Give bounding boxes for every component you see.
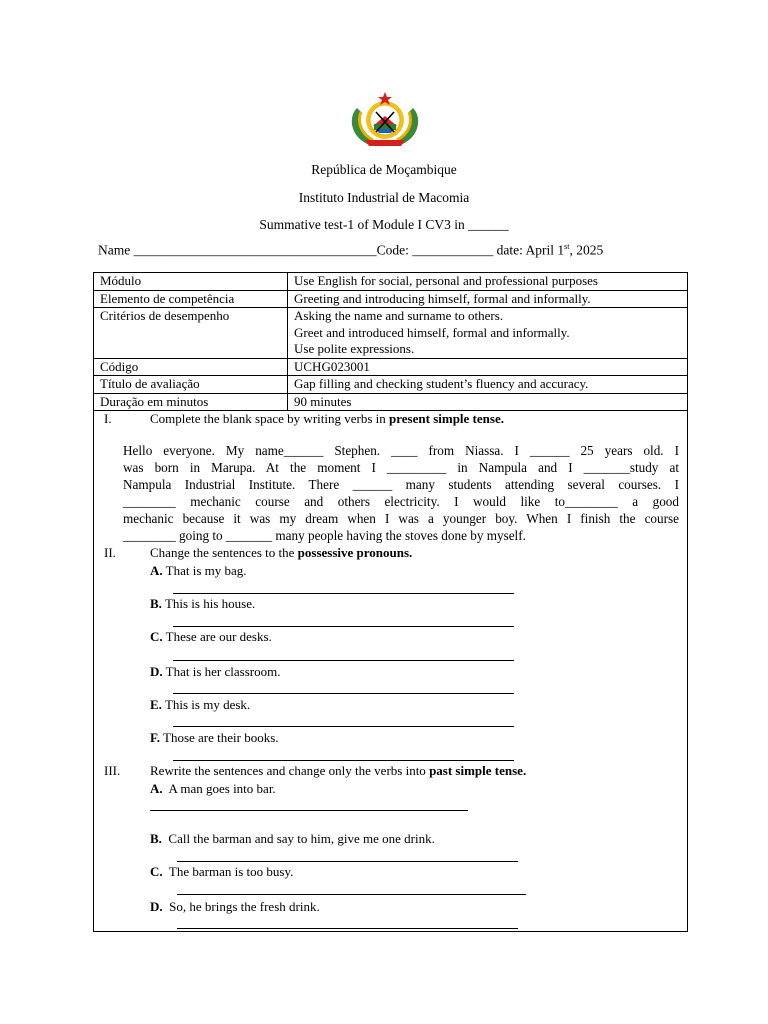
paragraph-line: mechanic because it was my dream when I was a younger boy. When I finish the course xyxy=(123,511,679,526)
question-letter: C. xyxy=(150,864,163,879)
section-1-number: I. xyxy=(104,411,112,426)
question-letter: C. xyxy=(150,629,163,644)
criteria-line: Use polite expressions. xyxy=(294,341,415,356)
answer-line[interactable] xyxy=(173,726,514,727)
paragraph-line: Hello everyone. My name______ Stephen. ____ from Niassa. I ______ 25 years old. I xyxy=(123,443,679,458)
question-item xyxy=(150,563,247,579)
answer-line[interactable] xyxy=(173,660,514,661)
date-suffix: st xyxy=(564,242,570,251)
question-item xyxy=(150,629,272,645)
question-text: These are our desks. xyxy=(165,629,272,644)
name-field[interactable]: Name ____________________________________ xyxy=(98,242,377,258)
section-3-instruction xyxy=(150,763,526,779)
coat-of-arms-emblem xyxy=(343,88,427,150)
question-text: This is my desk. xyxy=(164,697,251,712)
instruction-emphasis: past simple tense. xyxy=(429,763,527,778)
question-text: The barman is too busy. xyxy=(168,864,294,879)
table-row xyxy=(94,273,688,291)
date-year: , 2025 xyxy=(569,242,604,258)
table-cell-label: Critérios de desempenho xyxy=(94,308,288,359)
answer-line[interactable] xyxy=(177,861,518,862)
paragraph-line: ________ mechanic course and others electricity. I would like to________ a good xyxy=(123,494,679,509)
question-text: That is my bag. xyxy=(165,563,247,578)
section-1-instruction xyxy=(150,411,504,427)
question-letter: F. xyxy=(150,730,160,745)
answer-line[interactable] xyxy=(173,626,514,627)
question-letter: B. xyxy=(150,831,162,846)
table-row xyxy=(94,290,688,308)
question-item xyxy=(150,864,293,880)
table-cell-label: Código xyxy=(94,358,288,376)
code-field[interactable]: Code: ____________ xyxy=(376,242,494,258)
paragraph-line: ________ going to _______ many people having the stoves done by myself. xyxy=(123,528,526,543)
section-3-number: III. xyxy=(104,763,121,778)
question-letter: D. xyxy=(150,899,163,914)
table-row xyxy=(94,393,688,411)
section-2-instruction xyxy=(150,545,412,561)
answer-line[interactable] xyxy=(177,928,518,929)
table-row xyxy=(94,308,688,359)
instruction-emphasis: present simple tense. xyxy=(389,411,504,426)
module-info-table xyxy=(93,272,688,411)
answer-line[interactable] xyxy=(150,810,468,811)
answer-line[interactable] xyxy=(173,593,514,594)
question-letter: D. xyxy=(150,664,163,679)
question-text: Call the barman and say to him, give me one drink. xyxy=(168,831,435,846)
table-cell-label: Elemento de competência xyxy=(94,290,288,308)
table-cell-value: Use English for social, personal and professional purposes xyxy=(288,273,688,291)
question-item xyxy=(150,664,280,680)
paragraph-line: was born in Marupa. At the moment I _________ in Nampula and I _______study at xyxy=(123,460,679,475)
student-name-line xyxy=(98,242,673,259)
question-letter: B. xyxy=(150,596,162,611)
instruction-text: Rewrite the sentences and change only the verbs into xyxy=(150,763,430,778)
institute-title: Instituto Industrial de Macomia xyxy=(298,190,470,205)
fill-in-paragraph xyxy=(123,442,679,544)
question-text: So, he brings the fresh drink. xyxy=(169,899,320,914)
table-cell-label: Duração em minutos xyxy=(94,393,288,411)
table-cell-value: Greeting and introducing himself, formal and informally. xyxy=(288,290,688,308)
answer-line[interactable] xyxy=(173,760,514,761)
table-cell-label: Título de avaliação xyxy=(94,376,288,394)
table-cell-value: UCHG023001 xyxy=(288,358,688,376)
question-item xyxy=(150,730,279,746)
criteria-line: Greet and introduced himself, formal and informally. xyxy=(294,324,570,340)
section-2-number: II. xyxy=(104,545,116,560)
table-cell-value xyxy=(288,308,688,359)
question-item xyxy=(150,831,435,847)
question-item xyxy=(150,697,250,713)
instruction-text: Complete the blank space by writing verbs in xyxy=(150,411,390,426)
question-text: Those are their books. xyxy=(163,730,279,745)
question-letter: A. xyxy=(150,563,163,578)
question-item xyxy=(150,899,320,915)
answer-line[interactable] xyxy=(173,693,514,694)
table-row xyxy=(94,358,688,376)
question-letter: A. xyxy=(150,781,163,796)
date-label: date: April 1 xyxy=(493,242,565,258)
question-text: A man goes into bar. xyxy=(168,781,276,796)
instruction-text: Change the sentences to the xyxy=(150,545,298,560)
table-row xyxy=(94,376,688,394)
question-text: This is his house. xyxy=(164,596,256,611)
question-item xyxy=(150,596,255,612)
answer-line[interactable] xyxy=(177,894,526,895)
republic-title: República de Moçambique xyxy=(311,162,457,177)
paragraph-line: Nampula Industrial Institute. There ______ many students attending several courses. I xyxy=(123,477,679,492)
test-title: Summative test-1 of Module I CV3 in ______ xyxy=(259,217,509,232)
table-cell-value: 90 minutes xyxy=(288,393,688,411)
question-item xyxy=(150,781,276,797)
question-letter: E. xyxy=(150,697,162,712)
criteria-line: Asking the name and surname to others. xyxy=(294,308,504,323)
instruction-emphasis: possessive pronouns. xyxy=(297,545,413,560)
table-cell-label: Módulo xyxy=(94,273,288,291)
table-cell-value: Gap filling and checking student’s fluency and accuracy. xyxy=(288,376,688,394)
question-text: That is her classroom. xyxy=(165,664,281,679)
